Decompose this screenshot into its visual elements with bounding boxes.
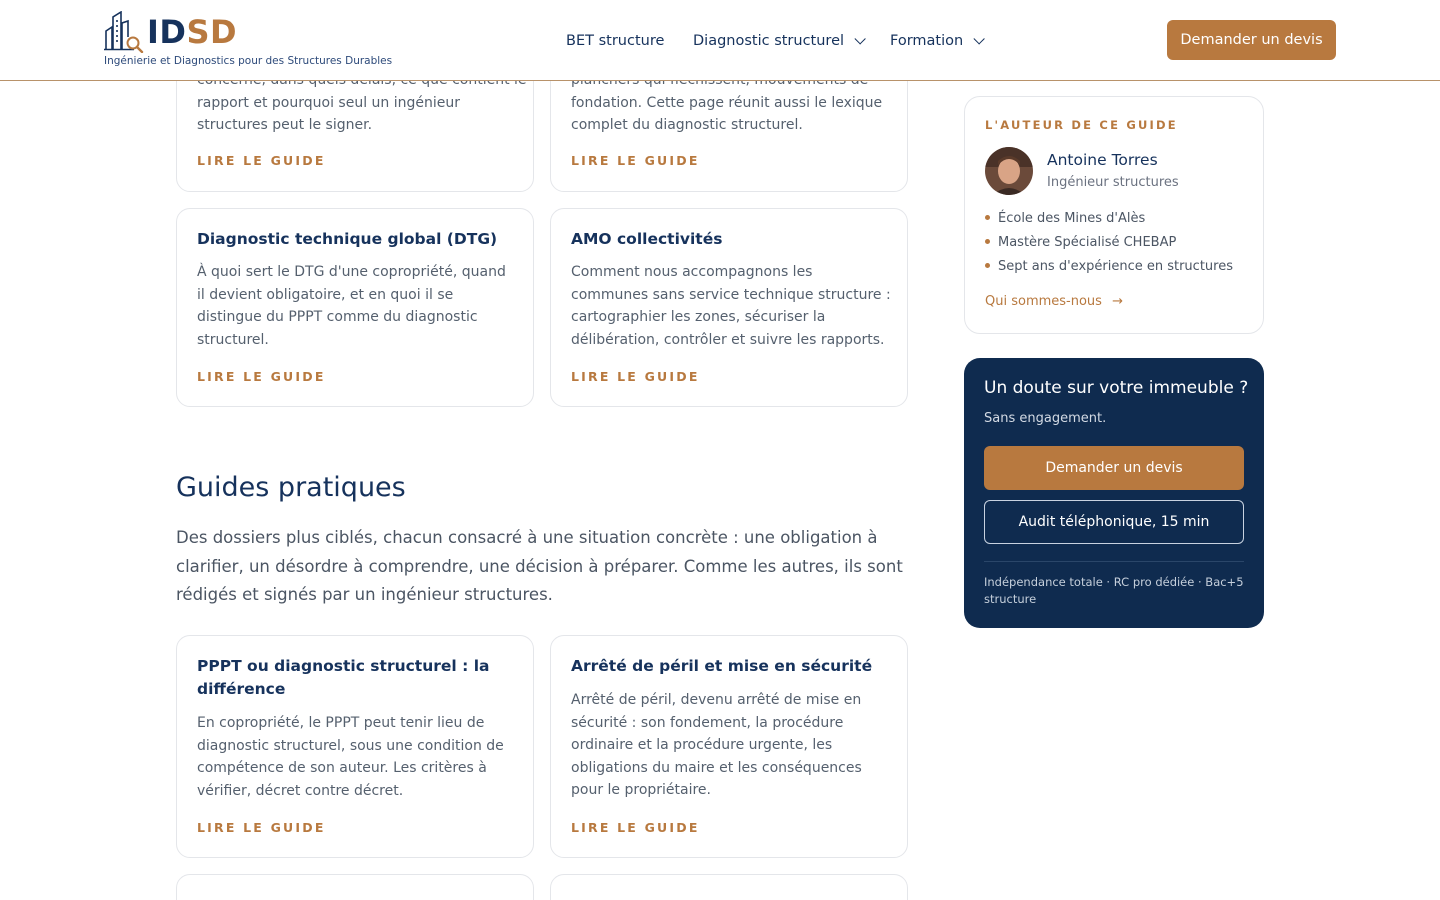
request-quote-button[interactable]: Demander un devis <box>984 446 1244 490</box>
cta-title: Un doute sur votre immeuble ? <box>984 378 1249 398</box>
credential-item <box>985 211 1145 226</box>
chevron-down-icon <box>854 33 865 44</box>
section-title: Guides pratiques <box>176 472 406 503</box>
guide-card-desc-line: rapport et pourquoi seul un ingénieur <box>197 94 461 111</box>
site-logo[interactable] <box>104 11 404 71</box>
nav-bet-structure-label: BET structure <box>566 33 665 49</box>
guide-card-desc-line: fondation. Cette page réunit aussi le lexique <box>571 94 883 111</box>
guide-card-desc: À quoi sert le DTG d'une copropriété, quand il devient obligatoire, et en quoi il se distingue du PPPT comme du diagnostic structurel. <box>197 264 506 348</box>
guide-card-title: PPPT ou diagnostic structurel : la différence <box>197 657 490 698</box>
about-us-label: Qui sommes-nous <box>985 294 1102 309</box>
logo-text-primary: ID <box>147 13 187 51</box>
cta-subtitle: Sans engagement. <box>984 411 1107 426</box>
read-guide-link[interactable]: LIRE LE GUIDE <box>571 369 700 384</box>
bullet-dot <box>985 215 990 220</box>
guide-card[interactable] <box>550 635 908 858</box>
credential-text: Sept ans d'expérience en structures <box>998 259 1233 274</box>
read-guide-link[interactable]: LIRE LE GUIDE <box>197 153 326 168</box>
read-guide-link[interactable]: LIRE LE GUIDE <box>571 820 700 835</box>
logo-tagline: Ingénierie et Diagnostics pour des Structures Durables <box>104 55 393 67</box>
chevron-down-icon <box>974 33 985 44</box>
arrow-right-icon: → <box>1112 294 1123 309</box>
read-guide-link[interactable]: LIRE LE GUIDE <box>197 820 326 835</box>
logo-text-accent: SD <box>186 13 238 51</box>
credential-item <box>985 259 1233 274</box>
bullet-dot <box>985 239 990 244</box>
guide-card-desc-line: complet du diagnostic structurel. <box>571 117 803 133</box>
credential-text: École des Mines d'Alès <box>998 211 1146 226</box>
divider <box>984 561 1244 562</box>
cta-card <box>964 358 1264 628</box>
guide-card[interactable] <box>176 874 534 900</box>
author-eyebrow: L'AUTEUR DE CE GUIDE <box>985 118 1178 132</box>
guide-card-desc: Arrêté de péril, devenu arrêté de mise en sécurité : son fondement, la procédure ordinaire et la procédure urgente, les obligations du maire et les conséquences pour le propriétaire. <box>571 692 862 798</box>
cta-footer-note: Indépendance totale · RC pro dédiée · Bac+5 structure <box>984 575 1244 606</box>
building-magnifier-icon <box>104 11 146 53</box>
bullet-dot <box>985 263 990 268</box>
guide-card[interactable] <box>176 208 534 407</box>
site-header <box>0 0 1440 81</box>
guide-card-title: AMO collectivités <box>571 230 723 248</box>
guide-card-title: Arrêté de péril et mise en sécurité <box>571 657 873 675</box>
phone-audit-button[interactable]: Audit téléphonique, 15 min <box>984 500 1244 544</box>
author-role: Ingénieur structures <box>1047 175 1179 190</box>
about-us-link[interactable] <box>985 294 1123 309</box>
request-quote-button[interactable]: Demander un devis <box>1167 20 1336 60</box>
guide-card-desc: En copropriété, le PPPT peut tenir lieu de diagnostic structurel, sous une condition de compétence de son auteur. Les critères à vérifier, décret contre décret. <box>197 715 504 799</box>
author-card <box>964 96 1264 334</box>
read-guide-link[interactable]: LIRE LE GUIDE <box>197 369 326 384</box>
guide-card[interactable] <box>176 635 534 858</box>
credential-text: Mastère Spécialisé CHEBAP <box>998 235 1177 250</box>
guide-card[interactable] <box>550 208 908 407</box>
nav-bet-structure[interactable] <box>566 30 664 52</box>
nav-formation[interactable] <box>890 30 981 52</box>
nav-diagnostic-structurel[interactable] <box>693 30 862 52</box>
guide-card-desc-line: structures peut le signer. <box>197 117 373 133</box>
guide-card-title: Diagnostic technique global (DTG) <box>197 230 498 248</box>
guide-card[interactable] <box>550 874 908 900</box>
nav-formation-label: Formation <box>890 33 964 49</box>
author-name: Antoine Torres <box>1047 151 1158 169</box>
credential-item <box>985 235 1176 250</box>
logo-wordmark <box>147 14 237 50</box>
guide-card-desc: Comment nous accompagnons les communes sans service technique structure : cartographier les zones, sécuriser la délibération, contrôler et suivre les rapports. <box>571 264 891 348</box>
nav-diagnostic-label: Diagnostic structurel <box>693 33 845 49</box>
author-avatar-image <box>985 147 1033 195</box>
section-intro: Des dossiers plus ciblés, chacun consacré à une situation concrète : une obligation à clarifier, un désordre à comprendre, une décision à préparer. Comme les autres, ils sont rédigés et signés par un ingénieur structures. <box>176 528 903 604</box>
avatar <box>985 147 1033 195</box>
read-guide-link[interactable]: LIRE LE GUIDE <box>571 153 700 168</box>
